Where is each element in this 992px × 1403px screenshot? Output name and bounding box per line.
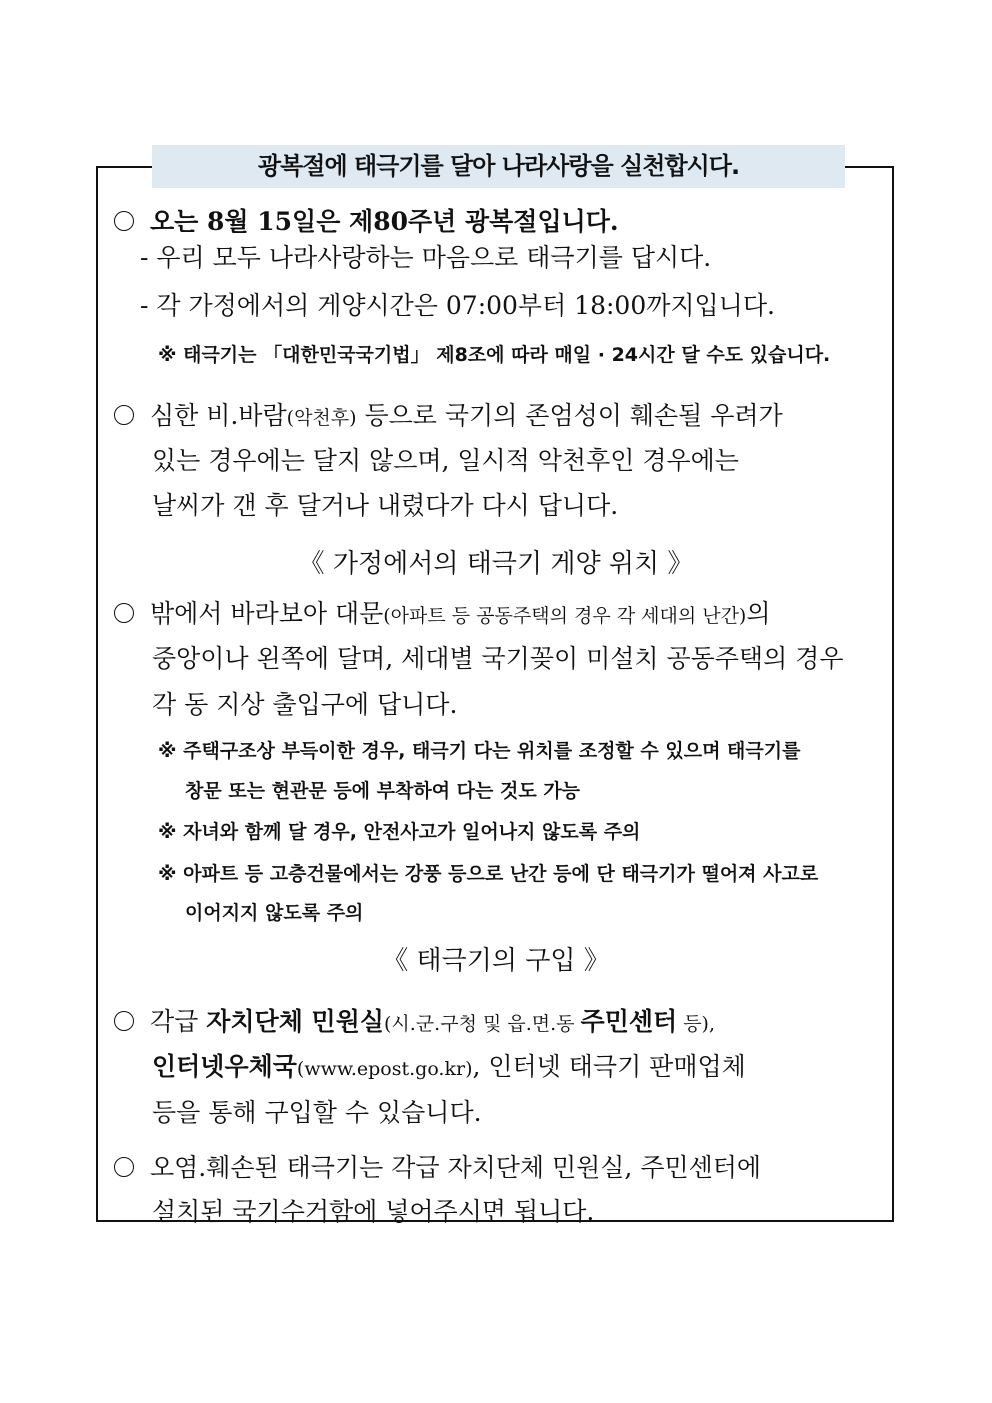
bullet-text: 오염.훼손된 태극기는 각급 자치단체 민원실, 주민센터에 bbox=[150, 1153, 762, 1182]
circle-bullet-icon bbox=[114, 405, 134, 425]
bullet-item bbox=[114, 1002, 715, 1038]
bullet-text: 오는 8월 15일은 제80주년 광복절입니다. bbox=[150, 207, 619, 236]
bullet-text: 각급 bbox=[150, 1007, 207, 1036]
circle-bullet-icon bbox=[114, 603, 134, 623]
bullet-text: 인터넷우체국 bbox=[152, 1052, 297, 1081]
bullet-item bbox=[114, 202, 619, 238]
bullet-text: 등), bbox=[677, 1013, 716, 1035]
bullet-text: 주민센터 bbox=[580, 1007, 678, 1036]
footnote: ※ 주택구조상 부득이한 경우, 태극기 다는 위치를 조정할 수 있으며 태극기를 bbox=[158, 740, 801, 762]
bullet-text: (시.군.구청 및 읍.면.동 bbox=[384, 1013, 581, 1035]
footnote: 창문 또는 현관문 등에 부착하여 다는 것도 가능 bbox=[185, 780, 581, 802]
bullet-continuation: 각 동 지상 출입구에 답니다. bbox=[152, 690, 458, 719]
notice-title: 광복절에 태극기를 달아 나라사랑을 실천합시다. bbox=[152, 145, 845, 188]
bullet-text: (악천후) bbox=[286, 407, 357, 429]
bullet-text: , 인터넷 태극기 판매업체 bbox=[472, 1052, 746, 1081]
footnote: ※ 아파트 등 고층건물에서는 강풍 등으로 난간 등에 단 태극기가 떨어져 사고로 bbox=[158, 863, 819, 885]
bullet-item bbox=[114, 1148, 761, 1184]
dash-item: - 각 가정에서의 게양시간은 07:00부터 18:00까지입니다. bbox=[140, 291, 775, 320]
bullet-continuation: 등을 통해 구입할 수 있습니다. bbox=[152, 1098, 482, 1127]
bullet-continuation: 설치된 국기수거함에 넣어주시면 됩니다. bbox=[152, 1197, 595, 1226]
footnote: ※ 자녀와 함께 달 경우, 안전사고가 일어나지 않도록 주의 bbox=[158, 821, 641, 843]
section-heading: 《 태극기의 구입 》 bbox=[382, 946, 610, 976]
footnote: 이어지지 않도록 주의 bbox=[185, 902, 364, 924]
bullet-text: 밖에서 바라보아 대문 bbox=[150, 599, 384, 628]
bullet-continuation: 날씨가 갠 후 달거나 내렸다가 다시 답니다. bbox=[152, 491, 619, 520]
bullet-text: (www.epost.go.kr) bbox=[296, 1058, 473, 1080]
bullet-text: 자치단체 민원실 bbox=[206, 1007, 385, 1036]
bullet-continuation bbox=[152, 1047, 746, 1083]
bullet-item bbox=[114, 396, 783, 432]
bullet-text: 등으로 국기의 존엄성이 훼손될 우려가 bbox=[356, 401, 783, 430]
bullet-item bbox=[114, 594, 771, 630]
section-heading: 《 가정에서의 태극기 게양 위치 》 bbox=[298, 549, 694, 579]
bullet-text: (아파트 등 공동주택의 경우 각 세대의 난간) bbox=[383, 605, 747, 627]
footnote: ※ 태극기는 「대한민국국기법」 제8조에 따라 매일 · 24시간 달 수도 있습니다. bbox=[158, 344, 831, 366]
circle-bullet-icon bbox=[114, 1157, 134, 1177]
circle-bullet-icon bbox=[114, 1011, 134, 1031]
bullet-text: 의 bbox=[746, 599, 771, 628]
circle-bullet-icon bbox=[114, 211, 134, 231]
bullet-continuation: 있는 경우에는 달지 않으며, 일시적 악천후인 경우에는 bbox=[152, 446, 739, 475]
bullet-continuation: 중앙이나 왼쪽에 달며, 세대별 국기꽂이 미설치 공동주택의 경우 bbox=[152, 644, 844, 673]
bullet-text: 심한 비.바람 bbox=[150, 401, 287, 430]
dash-item: - 우리 모두 나라사랑하는 마음으로 태극기를 답시다. bbox=[140, 243, 712, 272]
